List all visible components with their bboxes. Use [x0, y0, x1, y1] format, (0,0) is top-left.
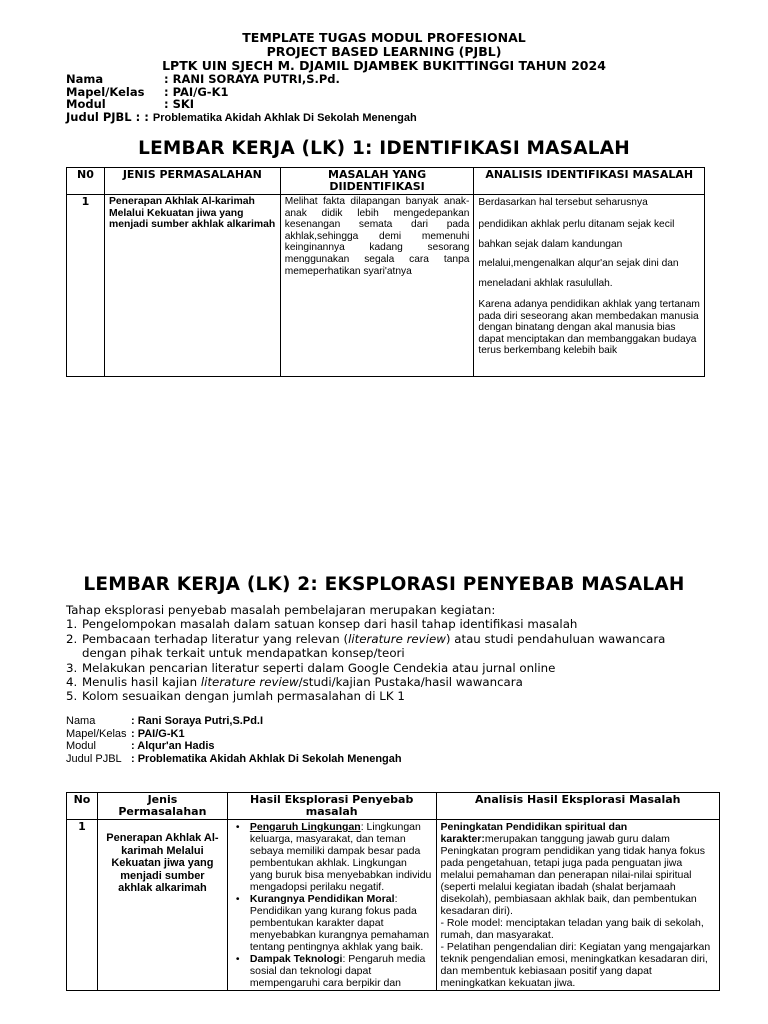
lk2-header-row: [67, 793, 720, 820]
analisis-line: pendidikan akhlak perlu ditanam sejak kecil: [478, 219, 675, 230]
list-item-text: Pembacaan terhadap literatur yang relevan (: [82, 631, 349, 646]
list-item-text-tail: ) atau studi pendahuluan wawancara dengan pihak terkait untuk mendapatkan konsep/teori: [82, 631, 666, 661]
lk1-title: LEMBAR KERJA (LK) 1: IDENTIFIKASI MASALAH: [138, 138, 630, 159]
doc-title-line-2: PROJECT BASED LEARNING (PJBL): [266, 44, 502, 59]
analisis-heading: Peningkatan Pendidikan spiritual dan karakter:: [440, 821, 628, 845]
list-item-emphasis: literature review: [348, 631, 446, 646]
analisis-paragraph: Karena adanya pendidikan akhlak yang tertanam pada diri seseorang akan membedakan manusia dengan binatang dengan akal manusia bias dapat menciptakan dan membanggakan budaya terus berkembang kelebih baik: [478, 299, 700, 357]
list-item: [235, 953, 432, 989]
identity-block-1: [66, 73, 417, 124]
lk2-row-analisis: [436, 820, 719, 991]
analisis-text: merupakan tanggung jawab guru dalam Peningkatan program pendidikan yang tidak hanya fokus pada pengetahuan, tetapi juga pada penguatan jiwa melalui pemahaman dan penerapan nilai-nilai spiritual (seperti melalui kegiatan ibadah (shalat berjamaah disekolah), pembiasaan akhlak baik, dan pembentukan kesadaran diri).: [440, 833, 705, 917]
bullet-text: : Lingkungan keluarga, masyarakat, dan teman sebaya memiliki dampak besar pada pembentukan akhlak. Lingkungan yang buruk bisa menyebabkan individu mengadopsi perilaku negatif.: [249, 821, 432, 893]
list-item-text: Pengelompokan masalah dalam satuan konsep dari hasil tahap identifikasi masalah: [82, 617, 578, 632]
mapel-label: Mapel/Kelas: [66, 84, 145, 99]
analisis-item: - Pelatihan pengendalian diri: Kegiatan yang mengajarkan teknik pengendalian emosi, meningkatkan kesadaran diri, dan membentuk kebiasaan positif yang dapat meningkatkan kekuatan jiwa.: [440, 941, 711, 989]
table-row: [67, 820, 720, 991]
bullet-heading: Dampak Teknologi: [249, 953, 343, 965]
list-item-number: 3.: [66, 660, 78, 675]
lk1-row-jenis: Penerapan Akhlak Al-karimah Melalui Kekuatan jiwa yang menjadi sumber akhlak alkarimah: [104, 195, 280, 377]
analisis-line: Berdasarkan hal tersebut seharusnya: [478, 197, 648, 208]
lk1-header-analisis: ANALISIS IDENTIFIKASI MASALAH: [474, 168, 705, 195]
mapel-value: : PAI/G-K1: [131, 727, 185, 740]
analisis-line: meneladani akhlak rasulullah.: [478, 277, 613, 289]
list-item: [66, 632, 706, 661]
lk2-header-analisis: Analisis Hasil Eksplorasi Masalah: [436, 793, 719, 820]
list-item-text-tail: /studi/kajian Pustaka/hasil wawancara: [298, 675, 523, 690]
analisis-paragraph: [441, 821, 715, 917]
doc-title-line-1: TEMPLATE TUGAS MODUL PROFESIONAL: [242, 30, 526, 45]
modul-label: Modul: [66, 97, 106, 111]
lk1-header-jenis: JENIS PERMASALAHAN: [104, 168, 280, 195]
judul-label: Judul PJBL : :: [66, 109, 149, 124]
lk1-header-masalah: MASALAH YANG DIIDENTIFIKASI: [280, 168, 474, 195]
lk1-row-no: 1: [67, 195, 105, 377]
list-item: [235, 893, 432, 953]
modul-value: : SKI: [164, 97, 195, 111]
list-item-text: Kolom sesuaikan dengan jumlah permasalahan di LK 1: [82, 689, 405, 704]
bullet-heading: Pengaruh Lingkungan: [249, 821, 361, 833]
lk1-header-row: [67, 168, 705, 195]
doc-title-line-3: LPTK UIN SJECH M. DJAMIL DJAMBEK BUKITTINGGI TAHUN 2024: [162, 58, 606, 73]
bullet-text: : Pengaruh media sosial dan teknologi dapat mempengaruhi cara berpikir dan: [249, 953, 426, 989]
nama-value: : RANI SORAYA PUTRI,S.Pd.: [164, 72, 340, 86]
lk1-row-analisis: [474, 195, 705, 377]
lk2-row-jenis: Penerapan Akhlak Al-karimah Melalui Kekuatan jiwa yang menjadi sumber akhlak alkarimah: [97, 820, 227, 991]
analisis-line: melalui,mengenalkan alqur'an sejak dini dan: [478, 258, 679, 269]
list-item: [235, 821, 432, 893]
table-row: [67, 195, 705, 377]
lk2-row-hasil: [227, 820, 436, 991]
nama-label: Nama: [66, 72, 104, 86]
lk2-intro: [66, 603, 706, 704]
list-item-emphasis: literature review: [200, 675, 299, 690]
analisis-line: bahkan sejak dalam kandungan: [478, 238, 623, 250]
identity-block-2: [66, 715, 402, 765]
list-item: [66, 689, 706, 703]
lk2-row-no: 1: [67, 820, 98, 991]
list-item-number: 4.: [66, 675, 78, 690]
judul-value: : Problematika Akidah Akhlak Di Sekolah Menengah: [131, 752, 402, 765]
hasil-bullet-list: [232, 821, 432, 989]
lk2-header-no: No: [67, 793, 98, 820]
mapel-label: Mapel/Kelas: [66, 727, 127, 740]
bullet-dot-icon: •: [235, 821, 240, 833]
lk1-header-no: N0: [67, 168, 105, 195]
lk2-header-jenis: Jenis Permasalahan: [97, 793, 227, 820]
lk2-header-hasil: Hasil Eksplorasi Penyebab masalah: [227, 793, 436, 820]
judul-label: Judul PJBL: [66, 752, 122, 765]
bullet-dot-icon: •: [235, 953, 240, 965]
list-item-text: Melakukan pencarian literatur seperti dalam Google Cendekia atau jurnal online: [82, 660, 556, 675]
judul-value: Problematika Akidah Akhlak Di Sekolah Menengah: [152, 111, 417, 124]
list-item-number: 5.: [66, 689, 78, 704]
list-item: [66, 675, 706, 689]
list-item-text: Menulis hasil kajian: [82, 675, 201, 690]
bullet-dot-icon: •: [235, 893, 240, 905]
lk2-title: LEMBAR KERJA (LK) 2: EKSPLORASI PENYEBAB MASALAH: [83, 574, 685, 595]
list-item-number: 2.: [66, 631, 78, 646]
lk2-intro-text: Tahap eksplorasi penyebab masalah pembelajaran merupakan kegiatan:: [66, 603, 496, 617]
bullet-text: : Pendidikan yang kurang fokus pada pembentukan karakter dapat menyebabkan kurangnya pemahaman tentang pentingnya akhlak yang baik.: [249, 893, 430, 953]
lk1-table: [66, 167, 705, 377]
lk2-table: [66, 792, 720, 991]
modul-value: : Alqur'an Hadis: [131, 740, 215, 752]
list-item-number: 1.: [66, 617, 78, 632]
nama-value: : Rani Soraya Putri,S.Pd.I: [131, 715, 264, 727]
lk2-steps-list: [66, 617, 706, 703]
list-item: [66, 617, 706, 631]
bullet-heading: Kurangnya Pendidikan Moral: [249, 893, 395, 905]
analisis-item: - Role model: menciptakan teladan yang baik di sekolah, rumah, dan masyarakat.: [440, 917, 704, 941]
nama-label: Nama: [66, 715, 96, 727]
mapel-value: : PAI/G-K1: [164, 84, 229, 99]
lk1-row-masalah: Melihat fakta dilapangan banyak anak-anak didik lebih mengedepankan kesenangan semata dari pada akhlak,sehingga demi memenuhi keinginannya kadang sesorang menggunakan segala cara tanpa memeperhatikan syari'atnya: [280, 195, 474, 377]
modul-label: Modul: [66, 740, 96, 752]
list-item: [66, 661, 706, 675]
